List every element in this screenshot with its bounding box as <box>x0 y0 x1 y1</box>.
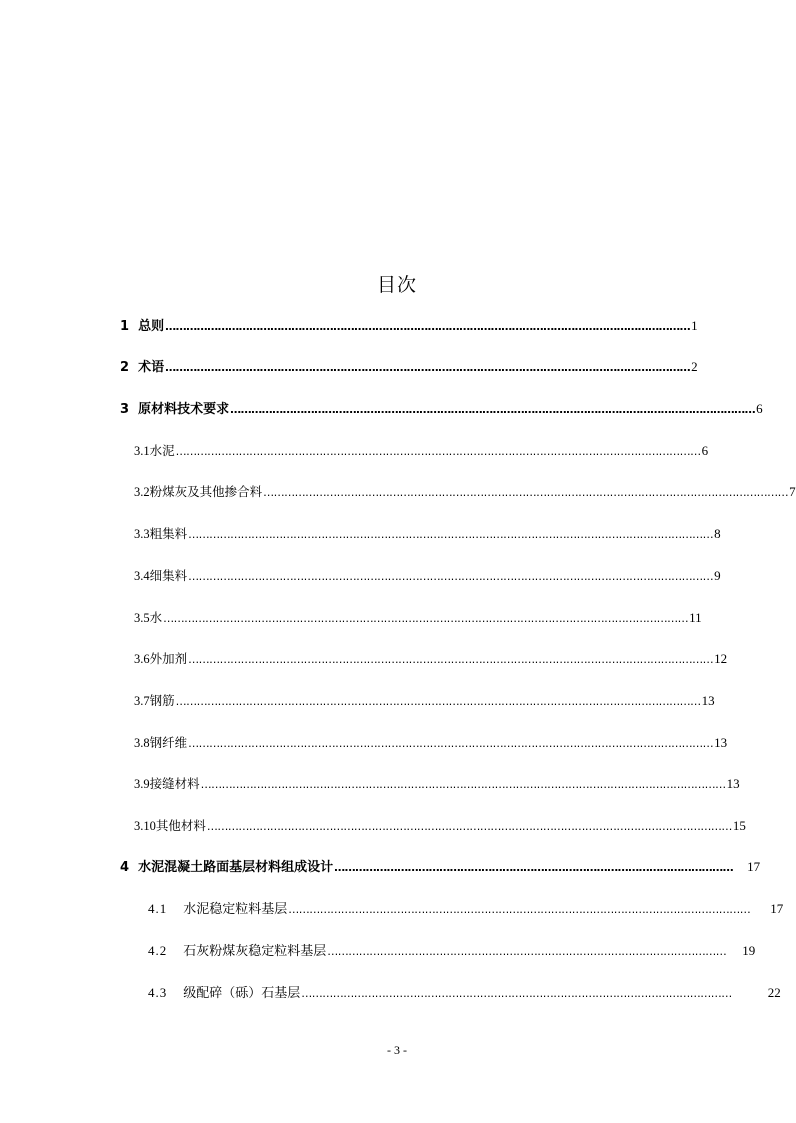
toc-number: 4.2 <box>148 943 168 958</box>
toc-page: 1 <box>691 318 698 333</box>
toc-leader: …………………………………………………………………………………………………………………………………… <box>263 486 789 499</box>
toc-label: 水泥 <box>149 443 175 458</box>
toc-leader: …………………………………………………………………………………………………………………………………… <box>175 695 701 708</box>
toc-page: 7 <box>789 484 796 499</box>
toc-page: 13 <box>701 693 715 708</box>
toc-label: 原材料技术要求 <box>138 402 230 417</box>
toc-label: 细集料 <box>149 568 188 583</box>
toc-entry-4-1[interactable] <box>148 899 784 919</box>
toc-leader: …………………………………………………………………………………………………………………………………… <box>175 445 701 458</box>
toc-leader: …………………………………………………………………………………………………………………………………… <box>188 570 714 583</box>
toc-page: 12 <box>714 651 728 666</box>
toc-number: 3.2 <box>134 485 150 499</box>
page-title: 目次 <box>376 274 417 296</box>
toc-entry-4-2[interactable] <box>148 941 756 961</box>
toc-number: 3.5 <box>134 611 150 625</box>
toc-entry-3-2[interactable] <box>134 482 796 502</box>
toc-entry-4-3[interactable] <box>148 983 781 1003</box>
page-number: - 3 - <box>387 1043 407 1057</box>
toc-entry-4[interactable] <box>120 857 761 877</box>
toc-number: 3.9 <box>134 777 150 791</box>
toc-page: 2 <box>691 359 698 374</box>
toc-leader: …………………………………………………………………………………………………………………… <box>288 903 751 916</box>
toc-page: 6 <box>756 401 763 416</box>
toc-label: 外加剂 <box>149 651 188 666</box>
toc-page: 11 <box>689 610 702 625</box>
toc-number: 3 <box>120 402 130 417</box>
toc-number: 3.3 <box>134 527 150 541</box>
toc-number: 3.8 <box>134 736 150 750</box>
toc-leader: …………………………………………………………………………………………………… <box>334 861 734 874</box>
toc-label: 术语 <box>138 360 165 375</box>
toc-page: 6 <box>701 443 709 458</box>
toc-leader: …………………………………………………………………………………………………………………………………… <box>163 612 689 625</box>
toc-label: 粗集料 <box>149 526 188 541</box>
toc-leader: …………………………………………………………………………………………………… <box>327 945 727 958</box>
toc-leader: …………………………………………………………………………………………………………………………………… <box>206 820 732 833</box>
toc-page: 17 <box>770 901 784 916</box>
toc-label: 石灰粉煤灰稳定粒料基层 <box>183 944 327 959</box>
toc-leader: …………………………………………………………………………………………………………………………………… <box>188 653 714 666</box>
toc-leader: …………………………………………………………………………………………………………………………………… <box>165 361 691 374</box>
toc-label: 级配碎（砾）石基层 <box>183 986 301 1001</box>
toc-entry-3-1[interactable] <box>134 441 709 461</box>
toc-label: 水泥混凝土路面基层材料组成设计 <box>138 860 334 875</box>
toc-page: 8 <box>714 526 721 541</box>
toc-number: 3.6 <box>134 652 150 666</box>
toc-page: 17 <box>747 859 761 874</box>
toc-label: 钢筋 <box>149 693 175 708</box>
toc-label: 其他材料 <box>155 818 206 833</box>
toc-number: 3.7 <box>134 694 150 708</box>
toc-leader: …………………………………………………………………………………………………………………………………… <box>188 737 714 750</box>
toc-number: 3.1 <box>134 444 150 458</box>
toc-page: 19 <box>742 943 756 958</box>
toc-entry-3-10[interactable] <box>134 816 746 836</box>
toc-number: 4.3 <box>148 985 168 1000</box>
toc-entry-3-8[interactable] <box>134 733 728 753</box>
toc-leader: …………………………………………………………………………………………………………………………………… <box>230 403 756 416</box>
toc-entry-3[interactable] <box>120 399 763 419</box>
toc-page: 9 <box>714 568 721 583</box>
toc-label: 水 <box>149 610 163 625</box>
toc-entry-2[interactable] <box>120 357 698 377</box>
toc-number: 2 <box>120 360 130 375</box>
toc-number: 1 <box>120 319 130 334</box>
toc-page: 13 <box>726 776 740 791</box>
toc-label: 粉煤灰及其他掺合料 <box>149 484 263 499</box>
toc-page: 22 <box>767 985 781 1000</box>
toc-label: 钢纤维 <box>149 735 188 750</box>
toc-number: 4.1 <box>148 901 168 916</box>
toc-page: 15 <box>732 818 746 833</box>
toc-entry-1[interactable] <box>120 316 698 336</box>
toc-number: 4 <box>120 860 130 875</box>
toc-entry-3-6[interactable] <box>134 649 728 669</box>
toc-entry-3-7[interactable] <box>134 691 715 711</box>
toc-label: 水泥稳定粒料基层 <box>183 902 288 917</box>
toc-page: 13 <box>714 735 728 750</box>
toc-leader: …………………………………………………………………………………………………………………………………… <box>200 778 726 791</box>
toc-entry-3-3[interactable] <box>134 524 721 544</box>
toc-leader: …………………………………………………………………………………………………………… <box>301 987 732 1000</box>
toc-entry-3-4[interactable] <box>134 566 721 586</box>
toc-leader: …………………………………………………………………………………………………………………………………… <box>188 528 714 541</box>
toc-entry-3-9[interactable] <box>134 774 740 794</box>
toc-label: 接缝材料 <box>149 776 200 791</box>
toc-label: 总则 <box>138 319 165 334</box>
toc-number: 3.10 <box>134 819 156 833</box>
toc-number: 3.4 <box>134 569 150 583</box>
toc-leader: …………………………………………………………………………………………………………………………………… <box>165 320 691 333</box>
toc-entry-3-5[interactable] <box>134 608 702 628</box>
